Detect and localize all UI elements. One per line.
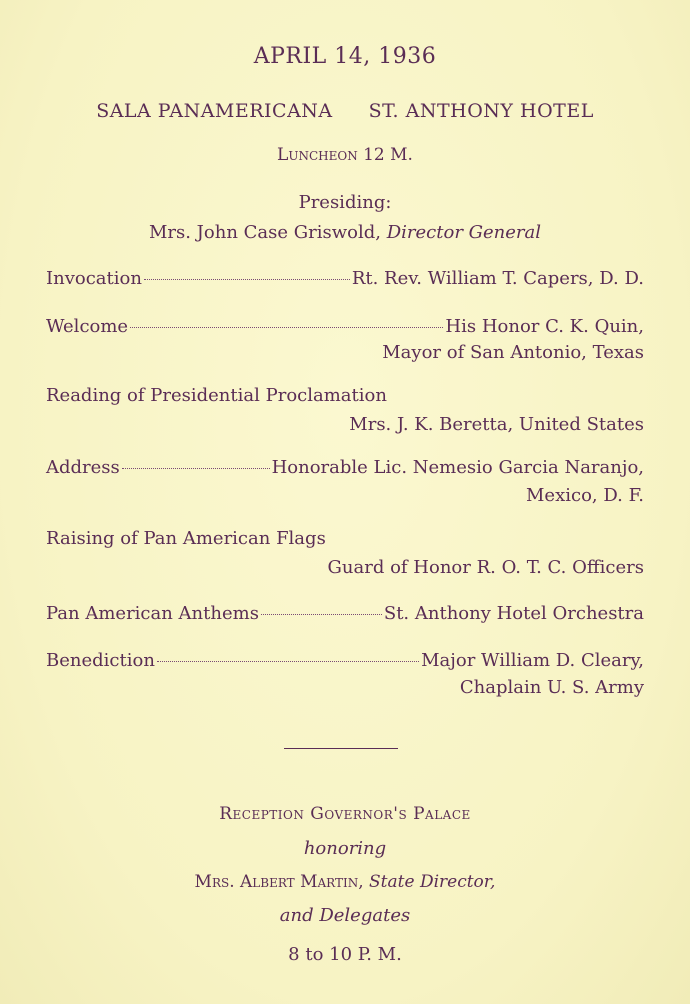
reception-guest bbox=[0, 872, 690, 892]
venue-hotel: ST. ANTHONY HOTEL bbox=[368, 100, 594, 122]
dot-leader bbox=[122, 468, 270, 469]
dot-leader bbox=[144, 279, 350, 280]
reception-delegates: and Delegates bbox=[279, 905, 411, 926]
venue-line bbox=[0, 100, 690, 122]
item-value: His Honor C. K. Quin, bbox=[445, 316, 644, 337]
guest-title: State Director, bbox=[369, 872, 496, 892]
reception-time: 8 to 10 P. M. bbox=[288, 944, 402, 965]
item-label: Benediction bbox=[46, 650, 155, 671]
item-label: Address bbox=[46, 457, 120, 478]
luncheon-time: Luncheon 12 M. bbox=[277, 145, 413, 165]
presiding-officer bbox=[0, 222, 690, 243]
program-item-flags: Raising of Pan American Flags bbox=[46, 528, 326, 549]
program-item-proclamation: Reading of Presidential Proclamation bbox=[46, 385, 387, 406]
reception-title: Reception Governor's Palace bbox=[219, 804, 471, 824]
item-value: Major William D. Cleary, bbox=[421, 650, 644, 671]
item-value: St. Anthony Hotel Orchestra bbox=[383, 603, 644, 624]
dot-leader bbox=[261, 614, 382, 615]
venue-room: SALA PANAMERICANA bbox=[96, 100, 333, 122]
section-divider bbox=[284, 748, 398, 749]
program-item-benediction bbox=[46, 650, 644, 671]
item-value-line2: Guard of Honor R. O. T. C. Officers bbox=[327, 557, 644, 578]
presiding-name: Mrs. John Case Griswold, bbox=[148, 222, 381, 243]
presiding-title: Director General bbox=[386, 222, 542, 243]
item-value-line2: Mrs. J. K. Beretta, United States bbox=[349, 414, 644, 435]
item-value-line2: Chaplain U. S. Army bbox=[459, 677, 644, 698]
item-value-line2: Mexico, D. F. bbox=[526, 485, 644, 506]
program-item-welcome bbox=[46, 316, 644, 337]
program-item-address bbox=[46, 457, 644, 478]
item-label: Welcome bbox=[46, 316, 129, 337]
item-label: Invocation bbox=[46, 268, 142, 289]
reception-honoring: honoring bbox=[303, 838, 387, 859]
dot-leader bbox=[157, 661, 419, 662]
item-value: Rt. Rev. William T. Capers, D. D. bbox=[351, 268, 644, 289]
program-item-anthems bbox=[46, 603, 644, 624]
guest-name: Mrs. Albert Martin, bbox=[194, 872, 364, 892]
program-item-invocation bbox=[46, 268, 644, 289]
item-value-line2: Mayor of San Antonio, Texas bbox=[382, 342, 644, 363]
item-value: Honorable Lic. Nemesio Garcia Naranjo, bbox=[271, 457, 644, 478]
item-label: Pan American Anthems bbox=[46, 603, 259, 624]
dot-leader bbox=[130, 327, 443, 328]
presiding-label: Presiding: bbox=[298, 192, 392, 213]
event-date: APRIL 14, 1936 bbox=[253, 44, 437, 69]
